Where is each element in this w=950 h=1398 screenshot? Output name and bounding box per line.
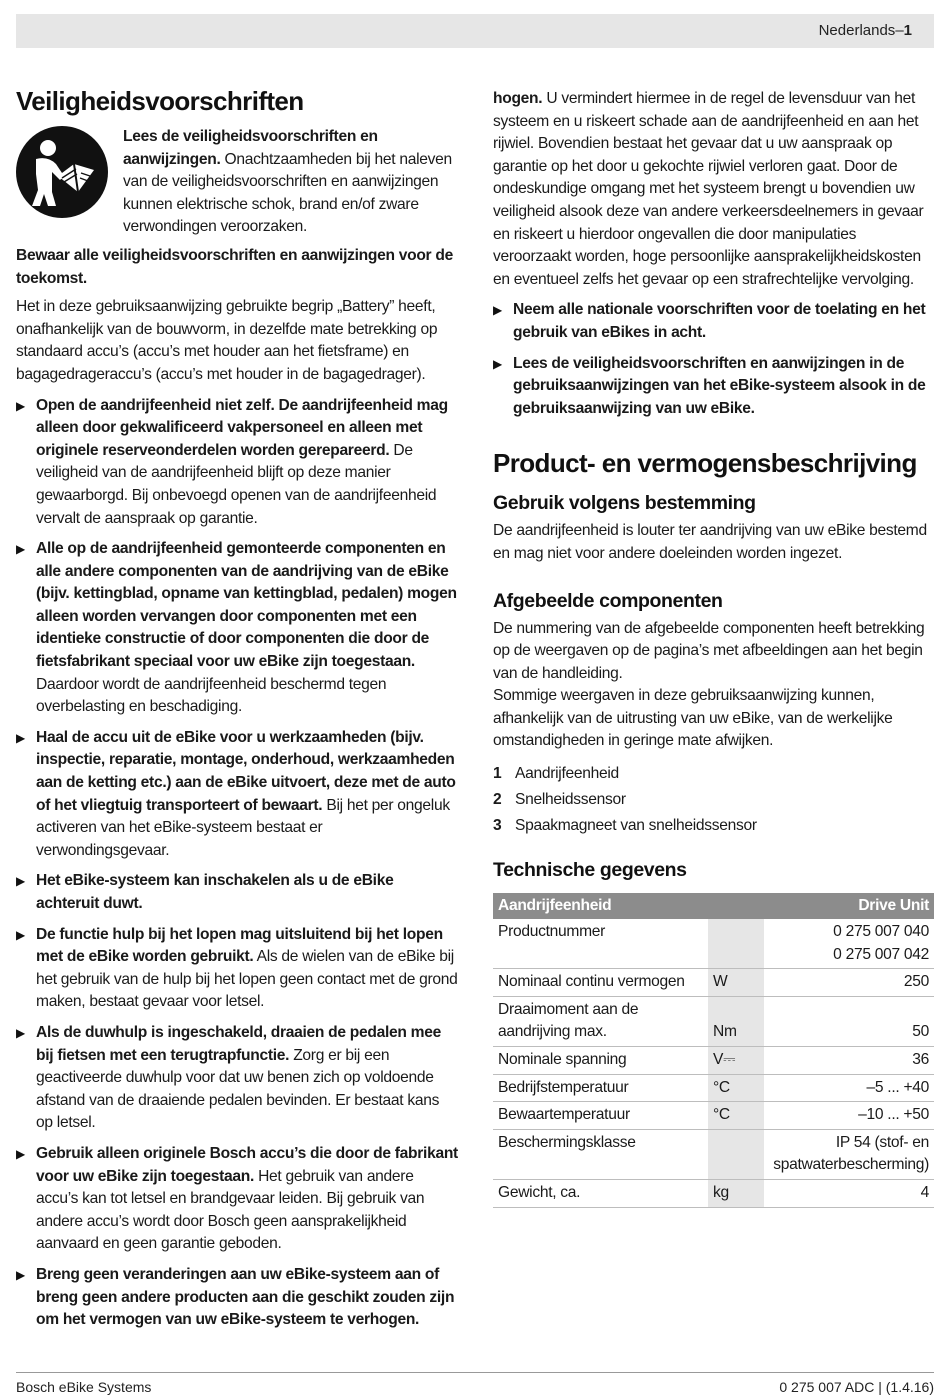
spec-unit: °C — [708, 1074, 764, 1102]
continuation-bold: hogen. — [493, 90, 543, 107]
component-label: Aandrijfeenheid — [515, 764, 619, 782]
spec-value: IP 54 (stof- en spatwaterbescherming) — [764, 1129, 934, 1179]
spec-unit — [708, 919, 764, 969]
right-column — [493, 88, 934, 1208]
bullet-bold: Alle op de aandrijfeenheid gemonteerde componenten en alle andere componenten van de aandrijving van de eBike (bijv. kettingblad, opname van kettingblad, pedalen) mogen alleen worden vervangen door componenten met een identieke constructie of door componenten die door de fietsfabrikant speciaal voor uw eBike zijn toegestaan. — [36, 540, 457, 671]
spec-unit: W — [708, 969, 764, 997]
spec-name: Beschermingsklasse — [493, 1129, 708, 1179]
page-number: 1 — [903, 22, 912, 39]
bullet-body: Bij het per ongeluk activeren van het eBike-systeem bestaat er verwondingsgevaar. — [36, 796, 450, 859]
tech-heading: Technische gegevens — [493, 859, 687, 882]
left-bullet-list — [16, 395, 458, 1332]
bullet-item — [16, 538, 458, 719]
spec-name: Gewicht, ca. — [493, 1180, 708, 1208]
spec-value: –5 ... +40 — [764, 1074, 934, 1102]
bullet-text — [36, 395, 458, 531]
bullet-text — [36, 924, 458, 1014]
bullet-item — [16, 870, 458, 915]
bullet-body: Zorg er bij een geactiveerde duwhulp voor dat uw benen zich op voldoende afstand van de draaiende pedalen bevinden. Er bestaat kans op letsel. — [36, 1046, 440, 1132]
bullet-text — [36, 1264, 458, 1332]
spec-unit — [708, 1129, 764, 1179]
spec-value: 50 — [764, 996, 934, 1046]
intro-body: Onachtzaamheden bij het naleven van de veiligheidsvoorschriften en aanwijzingen kunnen elektrische schok, brand en/of zware verwondingen veroorzaken. — [123, 150, 452, 236]
components-heading: Afgebeelde componenten — [493, 589, 723, 612]
spec-row — [493, 1180, 934, 1208]
page-header-bar — [16, 14, 934, 48]
spec-table — [493, 893, 934, 1208]
spec-name: Bedrijfstemperatuur — [493, 1074, 708, 1102]
spec-value: –10 ... +50 — [764, 1102, 934, 1130]
spec-value: 36 — [764, 1047, 934, 1075]
bullet-item — [16, 1264, 458, 1332]
footer-left: Bosch eBike Systems — [16, 1379, 152, 1395]
bullet-text — [36, 1022, 458, 1135]
bullet-bold: Neem alle nationale voorschriften voor de toelating en het gebruik van eBikes in acht. — [513, 301, 926, 341]
component-item — [493, 813, 934, 839]
triangle-bullet-icon: ▶ — [16, 542, 25, 557]
bullet-item — [16, 727, 458, 863]
bullet-text — [36, 727, 458, 863]
component-number: 1 — [493, 764, 502, 782]
bullet-bold: Lees de veiligheidsvoorschriften en aanwijzingen in de gebruiksaanwijzingen van het eBike-systeem alsook in de gebruiksaanwijzing van uw eBike. — [513, 354, 926, 417]
bullet-item — [16, 1022, 458, 1135]
safety-title: Veiligheidsvoorschriften — [16, 86, 304, 116]
bullet-bold: Haal de accu uit de eBike voor u werkzaamheden (bijv. inspectie, reparatie, montage, onderhoud, werkzaamheden aan de ketting etc.) aan de eBike uitvoert, deze met de auto of het vliegtuig transporteert of bewaart. — [36, 728, 456, 814]
bullet-text — [513, 353, 934, 421]
bullet-body: Het gebruik van andere accu’s kan tot letsel en brandgevaar leiden. Bij gebruik van andere accu’s wordt door Bosch geen aansprakelijkheid aanvaard en geen garantie geboden. — [36, 1167, 425, 1253]
intro-bold: Lees de veiligheidsvoorschriften en aanwijzingen. — [123, 128, 378, 168]
spec-row — [493, 1074, 934, 1102]
use-text: De aandrijfeenheid is louter ter aandrijving van uw eBike bestemd en mag niet voor andere doeleinden worden ingezet. — [493, 522, 927, 562]
use-heading: Gebruik volgens bestemming — [493, 492, 756, 515]
bullet-item — [16, 924, 458, 1014]
spec-row — [493, 1129, 934, 1179]
component-number: 2 — [493, 790, 502, 808]
bullet-text — [36, 1143, 458, 1256]
triangle-bullet-icon: ▶ — [16, 1146, 25, 1161]
spec-row — [493, 919, 934, 969]
spec-name: Bewaartemperatuur — [493, 1102, 708, 1130]
component-number: 3 — [493, 816, 502, 834]
spec-name: Nominaal continu vermogen — [493, 969, 708, 997]
spec-row — [493, 969, 934, 997]
bullet-text — [36, 538, 458, 719]
triangle-bullet-icon: ▶ — [16, 398, 25, 413]
bullet-bold: Breng geen veranderingen aan uw eBike-systeem aan of breng geen andere producten aan die geschikt zouden zijn om het vermogen van uw eBike-systeem te verhogen. — [36, 1265, 455, 1329]
footer-right: 0 275 007 ADC | (1.4.16) — [779, 1379, 934, 1395]
spec-unit: Nm — [708, 996, 764, 1046]
continuation-body: U vermindert hiermee in de regel de levensduur van het systeem en u riskeert schade aan de aandrijfeenheid en aan het rijwiel. Bovendien bestaat het gevaar dat u uw aanspraak op garantie op het door u gekochte rijwiel verloren gaat. Door de ondeskundige omgang met het systeem brengt u bovendien uw veiligheid alsook deze van andere verkeersdeelnemers in gevaar en riskeert u hierdoor ongevallen die door manipulaties veroorzaakt worden, hoge persoonlijke aansprakelijkheidskosten en eventueel zelfs het gevaar op een strafrechtelijke vervolging. — [493, 90, 924, 288]
bullet-item — [16, 1143, 458, 1256]
spec-row — [493, 996, 934, 1046]
spec-unit: kg — [708, 1180, 764, 1208]
triangle-bullet-icon: ▶ — [493, 303, 502, 318]
read-manual-icon — [16, 126, 108, 218]
spec-row — [493, 1102, 934, 1130]
spec-value: 0 275 007 040 0 275 007 042 — [764, 919, 934, 969]
component-label: Spaakmagneet van snelheidssensor — [515, 816, 757, 834]
component-item — [493, 761, 934, 787]
battery-paragraph: Het in deze gebruiksaanwijzing gebruikte begrip „Battery” heeft, onafhankelijk van de bouwvorm, in dezelfde mate betrekking op standaard accu’s (accu’s met houder aan het fietsframe) en bagagedrageraccu’s (accu’s met houder in de bagagedrager). — [16, 298, 438, 383]
triangle-bullet-icon: ▶ — [16, 927, 25, 942]
product-title: Product- en vermogensbeschrijving — [493, 448, 917, 479]
bullet-text — [36, 870, 458, 915]
spec-header-right: Drive Unit — [764, 893, 934, 919]
triangle-bullet-icon: ▶ — [16, 874, 25, 889]
bullet-text — [513, 299, 934, 344]
triangle-bullet-icon: ▶ — [16, 730, 25, 745]
right-bullet-list — [493, 299, 934, 420]
spec-header-left: Aandrijfeenheid — [493, 893, 764, 919]
bullet-bold: De functie hulp bij het lopen mag uitsluitend bij het lopen met de eBike worden gebruikt. — [36, 925, 443, 966]
triangle-bullet-icon: ▶ — [493, 356, 502, 371]
bullet-bold: Het eBike-systeem kan inschakelen als u de eBike achteruit duwt. — [36, 872, 394, 912]
bullet-bold: Als de duwhulp is ingeschakeld, draaien de pedalen mee bij fietsen met een terugtrapfunctie. — [36, 1023, 441, 1064]
spec-unit: °C — [708, 1102, 764, 1130]
page-footer — [16, 1372, 934, 1395]
bullet-body: De veiligheid van de aandrijfeenheid blijft op deze manier gewaarborgd. Bij onbevoegd openen van de aandrijfeenheid vervalt de aanspraak op garantie. — [36, 441, 437, 527]
spec-value: 250 — [764, 969, 934, 997]
bullet-body: Als de wielen van de eBike bij het gebruik van de hulp bij het lopen geen contact met de grond maken, bestaat gevaar voor letsel. — [36, 948, 458, 1011]
spec-row — [493, 1047, 934, 1075]
header-separator: – — [895, 22, 904, 39]
bullet-item — [493, 299, 934, 344]
left-column — [16, 84, 458, 1332]
bullet-bold: Open de aandrijfeenheid niet zelf. De aandrijfeenheid mag alleen door gekwalificeerd vakpersoneel en alleen met originele reserveonderdelen worden gerepareerd. — [36, 396, 448, 459]
keep-notice: Bewaar alle veiligheidsvoorschriften en aanwijzingen voor de toekomst. — [16, 246, 453, 287]
triangle-bullet-icon: ▶ — [16, 1267, 25, 1282]
component-item — [493, 787, 934, 813]
spec-value: 4 — [764, 1180, 934, 1208]
bullet-bold: Gebruik alleen originele Bosch accu’s die door de fabrikant voor uw eBike zijn toegestaan. — [36, 1144, 458, 1185]
spec-unit: V⎓ — [708, 1047, 764, 1075]
components-text-1: De nummering van de afgebeelde componenten heeft betrekking op de weergaven op de pagina’s met afbeeldingen aan het begin van de handleiding. — [493, 619, 925, 682]
components-text-2: Sommige weergaven in deze gebruiksaanwijzing kunnen, afhankelijk van de uitrusting van uw eBike, van de werkelijke omstandigheden in geringe mate afwijken. — [493, 687, 893, 750]
component-label: Snelheidssensor — [515, 790, 626, 808]
continuation-paragraph — [493, 88, 934, 291]
bullet-body: Daardoor wordt de aandrijfeenheid beschermd tegen overbelasting en beschadiging. — [36, 675, 387, 716]
bullet-item — [493, 353, 934, 421]
spec-name: Productnummer — [493, 919, 708, 969]
triangle-bullet-icon: ▶ — [16, 1025, 25, 1040]
spec-table-header — [493, 893, 934, 919]
components-list — [493, 761, 934, 839]
intro-block — [16, 126, 458, 239]
spec-name: Nominale spanning — [493, 1047, 708, 1075]
page-header-label — [819, 22, 912, 39]
bullet-item — [16, 395, 458, 531]
header-language: Nederlands — [818, 22, 896, 39]
spec-name: Draaimoment aan de aandrijving max. — [493, 996, 708, 1046]
intro-text — [123, 126, 458, 239]
